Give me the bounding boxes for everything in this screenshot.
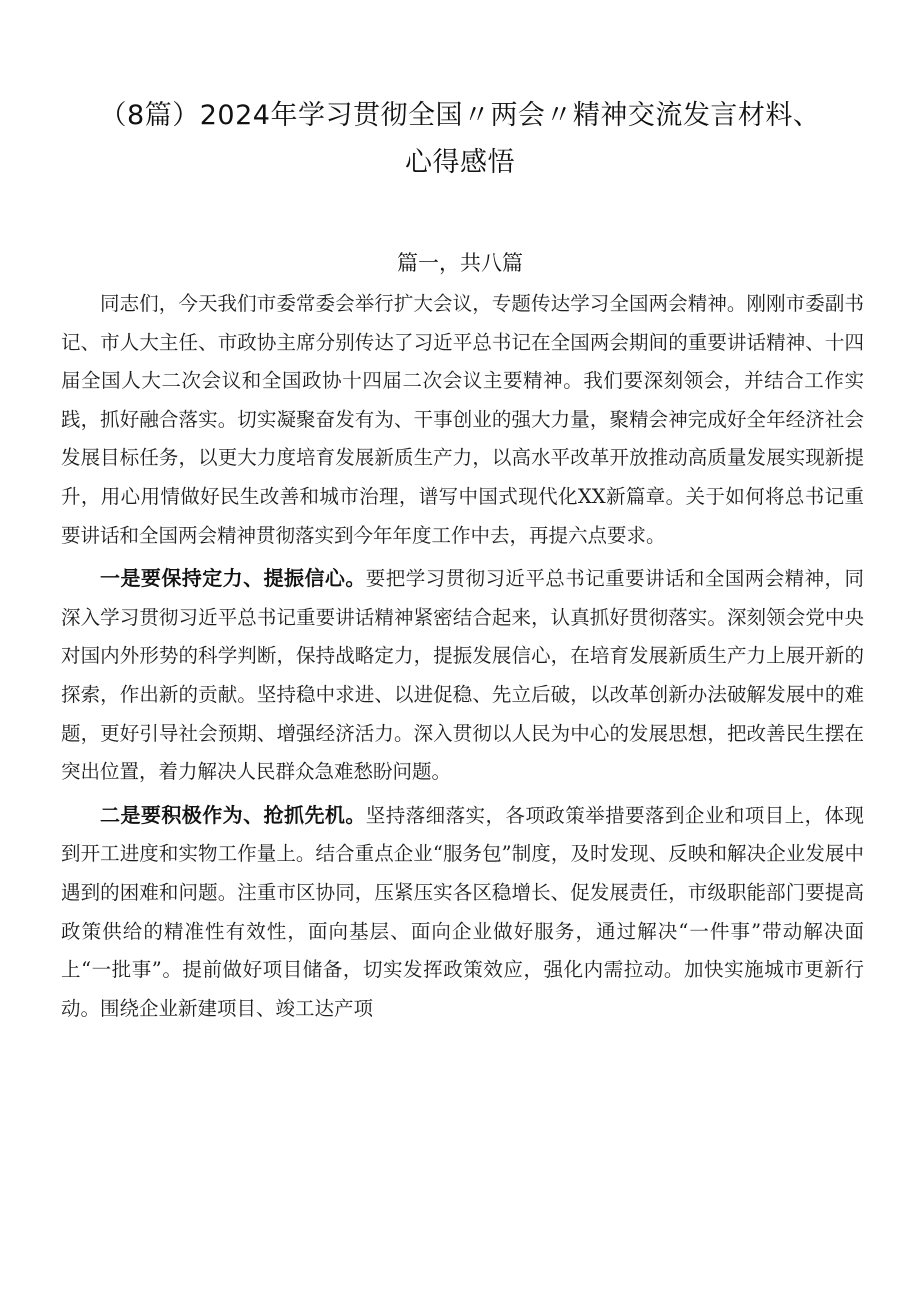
title-line-1: （8篇）2024年学习贯彻全国〃两会〃精神交流发言材料、 bbox=[99, 100, 821, 131]
paragraph-intro bbox=[61, 285, 864, 555]
section-heading: 篇一，共八篇 bbox=[397, 251, 523, 275]
paragraph-text: 坚持落细落实，各项政策举措要落到企业和项目上，体现到开工进度和实物工作量上。结合重点企业“服务包”制度，及时发现、反映和解决企业发展中遇到的困难和问题。注重市区协同，压紧压实各区稳增长、促发展责任，市级职能部门要提高政策供给的精准性有效性，面向基层、面向企业做好服务，通过解决“一件事”带动解决面上“一批事”。提前做好项目储备，切实发挥政策效应，强化内需拉动。加快实施城市更新行动。围绕企业新建项目、竣工达产项 bbox=[61, 803, 864, 1020]
paragraph-lead: 二是要积极作为、抢抓先机。 bbox=[100, 802, 366, 827]
paragraph-text: 要把学习贯彻习近平总书记重要讲话和全国两会精神，同深入学习贯彻习近平总书记重要讲话精神紧密结合起来，认真抓好贯彻落实。深刻领会党中央对国内外形势的科学判断，保持战略定力，提振发展信心，在培育发展新质生产力上展开新的探索，作出新的贡献。坚持稳中求进、以进促稳、先立后破，以改革创新办法破解发展中的难题，更好引导社会预期、增强经济活力。深入贯彻以人民为中心的发展思想，把改善民生摆在突出位置，着力解决人民群众急难愁盼问题。 bbox=[61, 567, 864, 784]
paragraph-point-1 bbox=[61, 559, 864, 792]
document-title bbox=[40, 92, 880, 186]
document-body bbox=[61, 285, 864, 1028]
paragraph-point-2 bbox=[61, 796, 864, 1029]
title-line-2: 心得感悟 bbox=[405, 147, 515, 178]
paragraph-text: 同志们，今天我们市委常委会举行扩大会议，专题传达学习全国两会精神。刚刚市委副书记、市人大主任、市政协主席分别传达了习近平总书记在全国两会期间的重要讲话精神、十四届全国人大二次会议和全国政协十四届二次会议主要精神。我们要深刻领会，并结合工作实践，抓好融合落实。切实凝聚奋发有为、干事创业的强大力量，聚精会神完成好全年经济社会发展目标任务，以更大力度培育发展新质生产力，以高水平改革开放推动高质量发展实现新提升，用心用情做好民生改善和城市治理，谱写中国式现代化XX新篇章。关于如何将总书记重要讲话和全国两会精神贯彻落实到今年年度工作中去，再提六点要求。 bbox=[61, 292, 864, 547]
paragraph-lead: 一是要保持定力、提振信心。 bbox=[100, 566, 366, 591]
